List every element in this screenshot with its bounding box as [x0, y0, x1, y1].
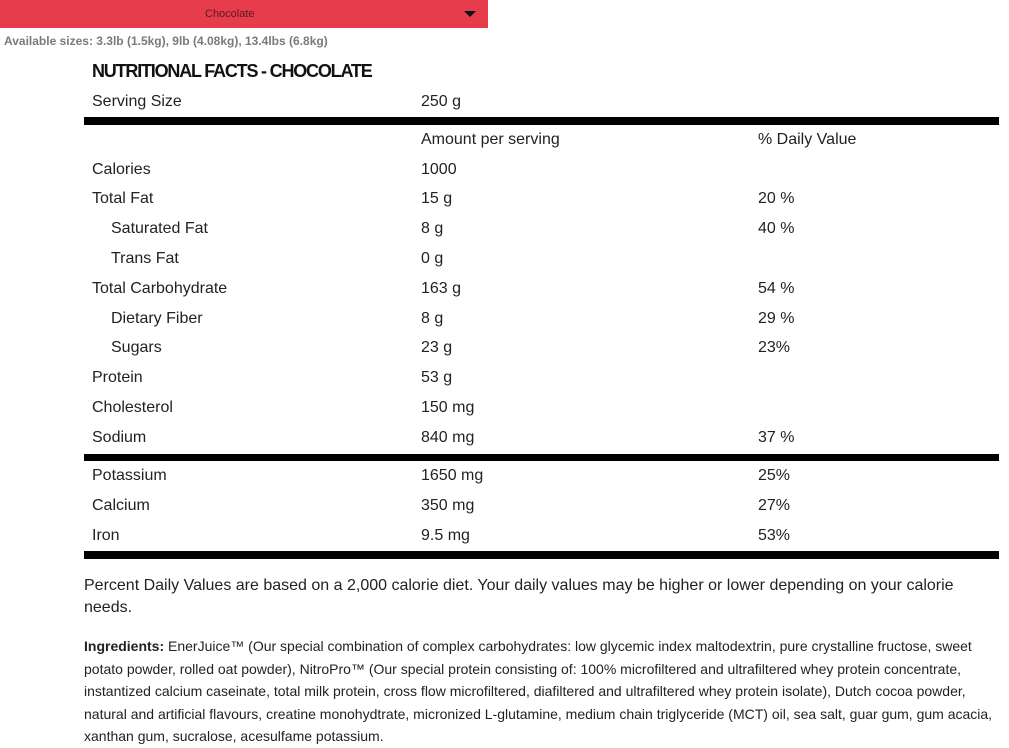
nutrient-amount: 15 g: [421, 190, 453, 207]
nutrient-label: Calories: [92, 161, 151, 178]
divider-thick: [84, 117, 999, 125]
chevron-down-icon[interactable]: [464, 11, 476, 17]
nutrient-daily: 23%: [758, 339, 791, 356]
nutrient-amount: 23 g: [421, 339, 453, 356]
mineral-daily: 53%: [758, 527, 791, 544]
mineral-amount: 1650 mg: [421, 467, 484, 484]
nutrient-amount: 53 g: [421, 369, 453, 386]
available-sizes: Available sizes: 3.3lb (1.5kg), 9lb (4.08kg), 13.4lbs (6.8kg): [4, 34, 328, 48]
mineral-daily: 25%: [758, 467, 791, 484]
nutrient-row-dietary-fiber: [84, 310, 999, 340]
ingredients-text: EnerJuice™ (Our special combination of complex carbohydrates: low glycemic index maltodextrin, pure crystalline fructose, sweet potato powder, rolled oat powder), NitroPro™ (Our special protein consisting of: 100% microfiltered and ultrafiltered whey protein concentrate, instantized calcium caseinate, total milk protein, cross flow microfiltered, diafiltered and ultrafiltered whey protein isolate), Dutch cocoa powder, natural and artificial flavours, creatine monohydtrate, micronized L-glutamine, medium chain triglyceride (MCT) oil, sea salt, guar gum, gum acacia, xanthan gum, sucralose, acesulfame potassium.: [84, 638, 993, 744]
nutrient-amount: 0 g: [421, 250, 444, 267]
daily-value-note: Percent Daily Values are based on a 2,000 calorie diet. Your daily values may be higher or lower depending on your calorie needs.: [84, 577, 954, 616]
flavor-select[interactable]: [0, 0, 488, 28]
mineral-label: Calcium: [92, 497, 150, 514]
mineral-amount: 350 mg: [421, 497, 475, 514]
nutrient-label: Sodium: [92, 429, 147, 446]
ingredients: [84, 635, 996, 748]
nutrient-row-total-carbohydrate: [84, 280, 999, 310]
mineral-row-calcium: [84, 497, 999, 527]
divider-thick: [84, 454, 999, 461]
nutrient-daily: 29 %: [758, 310, 795, 327]
nutrient-row-trans-fat: [84, 250, 999, 280]
nutrient-label: Total Fat: [92, 190, 154, 207]
mineral-daily: 27%: [758, 497, 791, 514]
nutrient-daily: 20 %: [758, 190, 795, 207]
nutrient-row-calories: [84, 161, 999, 191]
nutrient-label: Saturated Fat: [111, 220, 208, 237]
divider-thick: [84, 551, 999, 559]
flavor-select-value: Chocolate: [205, 8, 255, 20]
nutrient-daily: 40 %: [758, 220, 795, 237]
nutrient-daily: 37 %: [758, 429, 795, 446]
column-headers: [84, 131, 999, 161]
mineral-label: Potassium: [92, 467, 167, 484]
mineral-row-potassium: [84, 467, 999, 497]
serving-size-label: Serving Size: [92, 93, 182, 110]
nutrient-label: Cholesterol: [92, 399, 173, 416]
nutrient-amount: 840 mg: [421, 429, 475, 446]
nutrient-label: Trans Fat: [111, 250, 179, 267]
nutrient-row-cholesterol: [84, 399, 999, 429]
daily-value-header: % Daily Value: [758, 131, 857, 148]
nutrient-row-sugars: [84, 339, 999, 369]
nutrient-row-total-fat: [84, 190, 999, 220]
ingredients-label: Ingredients:: [84, 638, 165, 654]
nutrient-daily: 54 %: [758, 280, 795, 297]
nutrient-amount: 1000: [421, 161, 457, 178]
nutrient-row-saturated-fat: [84, 220, 999, 250]
mineral-amount: 9.5 mg: [421, 527, 470, 544]
nutrition-title: NUTRITIONAL FACTS - CHOCOLATE: [92, 61, 372, 81]
serving-size-amount: 250 g: [421, 93, 462, 110]
nutrient-row-protein: [84, 369, 999, 399]
nutrient-label: Dietary Fiber: [111, 310, 203, 327]
amount-header: Amount per serving: [421, 131, 560, 148]
nutrient-amount: 8 g: [421, 220, 444, 237]
nutrient-amount: 150 mg: [421, 399, 475, 416]
nutrient-label: Total Carbohydrate: [92, 280, 228, 297]
nutrient-label: Sugars: [111, 339, 162, 356]
mineral-label: Iron: [92, 527, 120, 544]
nutrient-label: Protein: [92, 369, 143, 386]
nutrient-amount: 163 g: [421, 280, 462, 297]
nutrient-amount: 8 g: [421, 310, 444, 327]
